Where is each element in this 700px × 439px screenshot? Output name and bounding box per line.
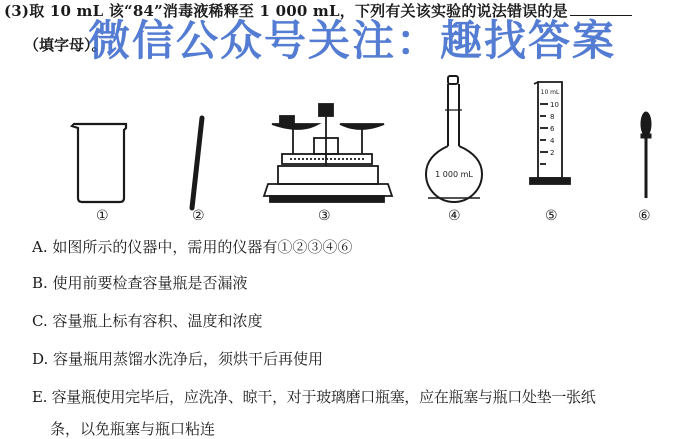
graduated-cylinder-icon — [530, 82, 570, 184]
cylinder-tick-8: 8 — [550, 113, 555, 121]
cylinder-tick-6: 6 — [550, 125, 555, 133]
apparatus-label-2: ② — [192, 208, 205, 224]
cylinder-tick-2: 2 — [550, 149, 555, 157]
option-b: B. 使用前要检查容量瓶是否漏液 — [32, 274, 248, 292]
cylinder-tick-10: 10 — [550, 101, 559, 109]
apparatus-label-4: ④ — [448, 208, 461, 224]
apparatus-label-6: ⑥ — [638, 208, 651, 224]
option-c: C. 容量瓶上标有容积、温度和浓度 — [32, 312, 263, 330]
volumetric-flask-icon — [426, 76, 482, 202]
option-e-continued: 条，以免瓶塞与瓶口粘连 — [50, 420, 216, 438]
question-text: (3)取 10 mL 该“84”消毒液稀释至 1 000 mL，下列有关该实验的说法错误的是 — [4, 2, 568, 20]
apparatus-figure — [0, 70, 700, 230]
option-e: E. 容量瓶使用完毕后，应洗净、晾干，对于玻璃磨口瓶塞，应在瓶塞与瓶口处垫一张纸 — [32, 388, 596, 406]
glass-rod-icon — [192, 118, 202, 208]
beaker-icon — [72, 124, 126, 202]
option-d: D. 容量瓶用蒸馏水洗净后，须烘干后再使用 — [32, 350, 324, 368]
dropper-icon — [641, 112, 651, 198]
cylinder-tick-4: 4 — [550, 137, 555, 145]
answer-hint: （填字母）。 — [24, 36, 107, 54]
apparatus-label-3: ③ — [318, 208, 331, 224]
apparatus-label-5: ⑤ — [545, 208, 558, 224]
watermark: 微信公众号关注：趣找答案 — [88, 16, 617, 65]
option-a: A. 如图所示的仪器中，需用的仪器有①②③④⑥ — [32, 238, 353, 256]
apparatus-label-1: ① — [96, 208, 109, 224]
flask-volume-label: 1 000 mL — [435, 170, 473, 179]
cylinder-top-label: 10 mL — [540, 89, 560, 96]
balance-icon — [264, 104, 392, 202]
